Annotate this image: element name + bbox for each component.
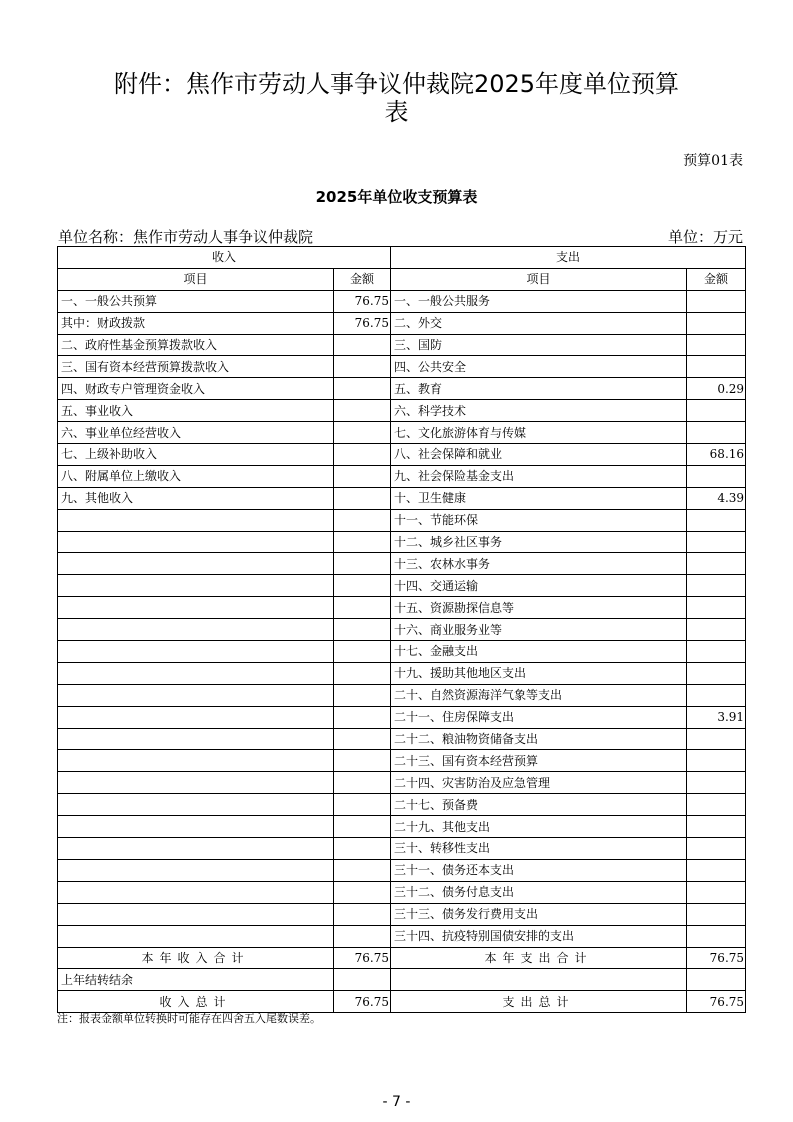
income-item-cell bbox=[58, 838, 334, 860]
income-item-cell bbox=[58, 816, 334, 838]
expense-year-total-label: 本年支出合计 bbox=[391, 947, 687, 969]
income-item-cell bbox=[58, 706, 334, 728]
table-row bbox=[58, 531, 746, 553]
table-row bbox=[58, 641, 746, 663]
expense-item-cell: 四、公共安全 bbox=[391, 356, 687, 378]
income-item-cell: 三、国有资本经营预算拨款收入 bbox=[58, 356, 334, 378]
expense-item-cell: 六、科学技术 bbox=[391, 400, 687, 422]
income-amount-cell: 76.75 bbox=[334, 312, 391, 334]
table-row bbox=[58, 444, 746, 466]
table-title: 2025年单位收支预算表 bbox=[315, 188, 478, 206]
form-number: 预算01表 bbox=[683, 153, 743, 169]
expense-item-cell: 十一、节能环保 bbox=[391, 509, 687, 531]
income-amount-cell bbox=[334, 400, 391, 422]
income-item-header: 项目 bbox=[58, 268, 334, 290]
income-amount-cell bbox=[334, 838, 391, 860]
income-item-cell: 四、财政专户管理资金收入 bbox=[58, 378, 334, 400]
column-header-row bbox=[58, 268, 746, 290]
income-item-cell: 其中：财政拨款 bbox=[58, 312, 334, 334]
income-amount-cell bbox=[334, 684, 391, 706]
expense-item-cell: 二、外交 bbox=[391, 312, 687, 334]
expense-amount-cell bbox=[687, 290, 746, 312]
expense-amount-cell: 0.29 bbox=[687, 378, 746, 400]
income-amount-cell bbox=[334, 444, 391, 466]
expense-item-cell: 十六、商业服务业等 bbox=[391, 619, 687, 641]
document-title bbox=[0, 70, 793, 126]
income-amount-cell bbox=[334, 509, 391, 531]
budget-table bbox=[57, 246, 746, 1013]
expense-item-cell: 十、卫生健康 bbox=[391, 487, 687, 509]
expense-amount-cell bbox=[687, 575, 746, 597]
income-item-cell: 七、上级补助收入 bbox=[58, 444, 334, 466]
expense-grand-total-label: 支出总计 bbox=[391, 991, 687, 1013]
expense-amount-cell bbox=[687, 903, 746, 925]
table-row bbox=[58, 312, 746, 334]
expense-amount-cell bbox=[687, 794, 746, 816]
table-row bbox=[58, 728, 746, 750]
expense-amount-cell bbox=[687, 859, 746, 881]
table-row bbox=[58, 816, 746, 838]
income-item-cell: 五、事业收入 bbox=[58, 400, 334, 422]
table-row bbox=[58, 356, 746, 378]
expense-item-cell: 一、一般公共服务 bbox=[391, 290, 687, 312]
income-amount-cell bbox=[334, 553, 391, 575]
income-amount-cell bbox=[334, 356, 391, 378]
expense-amount-cell bbox=[687, 312, 746, 334]
expense-item-cell: 十二、城乡社区事务 bbox=[391, 531, 687, 553]
expense-amount-header: 金额 bbox=[687, 268, 746, 290]
income-amount-cell bbox=[334, 575, 391, 597]
table-row bbox=[58, 509, 746, 531]
expense-item-cell: 二十七、预备费 bbox=[391, 794, 687, 816]
page-number: - 7 - bbox=[382, 1094, 411, 1110]
currency-unit: 单位：万元 bbox=[667, 228, 743, 246]
income-amount-cell bbox=[334, 794, 391, 816]
table-row bbox=[58, 553, 746, 575]
income-header: 收入 bbox=[58, 247, 391, 269]
income-amount-cell bbox=[334, 728, 391, 750]
expense-amount-cell bbox=[687, 422, 746, 444]
expense-amount-cell bbox=[687, 750, 746, 772]
expense-item-cell: 三十三、债务发行费用支出 bbox=[391, 903, 687, 925]
table-row bbox=[58, 619, 746, 641]
income-item-cell bbox=[58, 925, 334, 947]
expense-amount-cell bbox=[687, 531, 746, 553]
expense-amount-cell bbox=[687, 509, 746, 531]
expense-amount-cell bbox=[687, 553, 746, 575]
income-amount-cell bbox=[334, 706, 391, 728]
section-header-row bbox=[58, 247, 746, 269]
table-row bbox=[58, 662, 746, 684]
unit-name: 单位名称：焦作市劳动人事争议仲裁院 bbox=[58, 228, 314, 246]
prior-balance-expense-item bbox=[391, 969, 687, 991]
prior-balance-expense-amount bbox=[687, 969, 746, 991]
income-item-cell bbox=[58, 684, 334, 706]
income-amount-cell bbox=[334, 619, 391, 641]
table-row bbox=[58, 378, 746, 400]
expense-amount-cell bbox=[687, 334, 746, 356]
expense-amount-cell bbox=[687, 816, 746, 838]
expense-item-cell: 九、社会保险基金支出 bbox=[391, 465, 687, 487]
income-item-cell bbox=[58, 641, 334, 663]
expense-item-cell: 二十三、国有资本经营预算 bbox=[391, 750, 687, 772]
expense-item-cell: 二十一、住房保障支出 bbox=[391, 706, 687, 728]
income-grand-total-label: 收入总计 bbox=[58, 991, 334, 1013]
income-amount-cell bbox=[334, 750, 391, 772]
expense-amount-cell bbox=[687, 619, 746, 641]
income-item-cell bbox=[58, 794, 334, 816]
income-item-cell bbox=[58, 772, 334, 794]
expense-amount-cell bbox=[687, 641, 746, 663]
expense-item-header: 项目 bbox=[391, 268, 687, 290]
income-amount-cell bbox=[334, 881, 391, 903]
income-item-cell: 六、事业单位经营收入 bbox=[58, 422, 334, 444]
income-item-cell bbox=[58, 619, 334, 641]
table-row bbox=[58, 881, 746, 903]
prior-balance-label: 上年结转结余 bbox=[58, 969, 334, 991]
income-item-cell bbox=[58, 531, 334, 553]
table-row bbox=[58, 487, 746, 509]
income-amount-cell bbox=[334, 816, 391, 838]
expense-item-cell: 七、文化旅游体育与传媒 bbox=[391, 422, 687, 444]
expense-item-cell: 十三、农林水事务 bbox=[391, 553, 687, 575]
income-item-cell bbox=[58, 750, 334, 772]
table-row bbox=[58, 838, 746, 860]
expense-amount-cell bbox=[687, 728, 746, 750]
expense-item-cell: 三十一、债务还本支出 bbox=[391, 859, 687, 881]
table-row bbox=[58, 575, 746, 597]
income-item-cell: 九、其他收入 bbox=[58, 487, 334, 509]
expense-item-cell: 十四、交通运输 bbox=[391, 575, 687, 597]
expense-amount-cell: 3.91 bbox=[687, 706, 746, 728]
income-item-cell bbox=[58, 575, 334, 597]
expense-item-cell: 十九、援助其他地区支出 bbox=[391, 662, 687, 684]
income-item-cell: 二、政府性基金预算拨款收入 bbox=[58, 334, 334, 356]
table-row bbox=[58, 925, 746, 947]
income-item-cell bbox=[58, 553, 334, 575]
prior-balance-row bbox=[58, 969, 746, 991]
prior-balance-amount bbox=[334, 969, 391, 991]
expense-item-cell: 十七、金融支出 bbox=[391, 641, 687, 663]
table-row bbox=[58, 903, 746, 925]
income-amount-cell bbox=[334, 662, 391, 684]
income-amount-cell bbox=[334, 487, 391, 509]
income-amount-cell bbox=[334, 641, 391, 663]
table-row bbox=[58, 772, 746, 794]
expense-item-cell: 八、社会保障和就业 bbox=[391, 444, 687, 466]
table-row bbox=[58, 465, 746, 487]
table-row bbox=[58, 597, 746, 619]
expense-header: 支出 bbox=[391, 247, 746, 269]
expense-item-cell: 五、教育 bbox=[391, 378, 687, 400]
document-title-line1: 附件：焦作市劳动人事争议仲裁院2025年度单位预算 bbox=[113, 70, 680, 98]
income-year-total: 76.75 bbox=[334, 947, 391, 969]
income-amount-cell bbox=[334, 597, 391, 619]
expense-year-total: 76.75 bbox=[687, 947, 746, 969]
expense-item-cell: 三十二、债务付息支出 bbox=[391, 881, 687, 903]
income-item-cell bbox=[58, 597, 334, 619]
income-item-cell: 一、一般公共预算 bbox=[58, 290, 334, 312]
expense-item-cell: 二十九、其他支出 bbox=[391, 816, 687, 838]
expense-amount-cell bbox=[687, 400, 746, 422]
expense-item-cell: 二十、自然资源海洋气象等支出 bbox=[391, 684, 687, 706]
income-amount-header: 金额 bbox=[334, 268, 391, 290]
income-item-cell bbox=[58, 728, 334, 750]
expense-item-cell: 三十、转移性支出 bbox=[391, 838, 687, 860]
expense-amount-cell bbox=[687, 465, 746, 487]
table-row bbox=[58, 422, 746, 444]
document-title-line2: 表 bbox=[384, 98, 409, 126]
expense-amount-cell bbox=[687, 772, 746, 794]
expense-item-cell: 三、国防 bbox=[391, 334, 687, 356]
income-amount-cell bbox=[334, 903, 391, 925]
expense-item-cell: 二十二、粮油物资储备支出 bbox=[391, 728, 687, 750]
expense-amount-cell bbox=[687, 925, 746, 947]
expense-item-cell: 三十四、抗疫特别国债安排的支出 bbox=[391, 925, 687, 947]
table-row bbox=[58, 859, 746, 881]
expense-grand-total: 76.75 bbox=[687, 991, 746, 1013]
income-item-cell bbox=[58, 859, 334, 881]
income-amount-cell bbox=[334, 925, 391, 947]
expense-amount-cell bbox=[687, 597, 746, 619]
expense-amount-cell: 68.16 bbox=[687, 444, 746, 466]
income-item-cell bbox=[58, 903, 334, 925]
table-row bbox=[58, 750, 746, 772]
income-amount-cell: 76.75 bbox=[334, 290, 391, 312]
footnote: 注：报表金额单位转换时可能存在四舍五入尾数误差。 bbox=[57, 1012, 321, 1025]
expense-item-cell: 十五、资源勘探信息等 bbox=[391, 597, 687, 619]
income-amount-cell bbox=[334, 334, 391, 356]
table-row bbox=[58, 706, 746, 728]
expense-amount-cell bbox=[687, 662, 746, 684]
expense-amount-cell bbox=[687, 356, 746, 378]
table-row bbox=[58, 334, 746, 356]
income-amount-cell bbox=[334, 531, 391, 553]
expense-amount-cell: 4.39 bbox=[687, 487, 746, 509]
income-item-cell bbox=[58, 662, 334, 684]
expense-amount-cell bbox=[687, 838, 746, 860]
income-item-cell: 八、附属单位上缴收入 bbox=[58, 465, 334, 487]
income-item-cell bbox=[58, 881, 334, 903]
income-item-cell bbox=[58, 509, 334, 531]
income-amount-cell bbox=[334, 859, 391, 881]
income-amount-cell bbox=[334, 422, 391, 444]
expense-item-cell: 二十四、灾害防治及应急管理 bbox=[391, 772, 687, 794]
income-amount-cell bbox=[334, 772, 391, 794]
income-year-total-label: 本年收入合计 bbox=[58, 947, 334, 969]
table-row bbox=[58, 290, 746, 312]
table-row bbox=[58, 400, 746, 422]
table-row bbox=[58, 684, 746, 706]
income-amount-cell bbox=[334, 465, 391, 487]
year-total-row bbox=[58, 947, 746, 969]
income-grand-total: 76.75 bbox=[334, 991, 391, 1013]
income-amount-cell bbox=[334, 378, 391, 400]
expense-amount-cell bbox=[687, 881, 746, 903]
table-row bbox=[58, 794, 746, 816]
expense-amount-cell bbox=[687, 684, 746, 706]
